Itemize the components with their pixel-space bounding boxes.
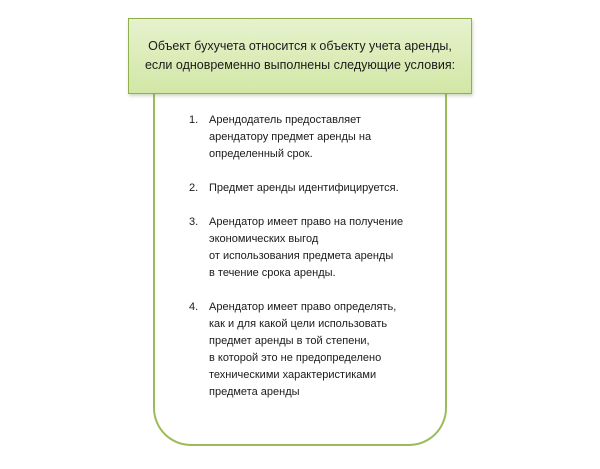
condition-item xyxy=(189,112,429,163)
condition-item xyxy=(189,214,429,282)
condition-number: 3. xyxy=(189,216,199,228)
condition-text: Арендатор имеет право определять, как и для какой цели использовать предмет аренды в той степени, в которой это не предопределено техническими характеристиками предмета аренды xyxy=(209,301,397,398)
condition-text: Арендодатель предоставляет арендатору предмет аренды на определенный срок. xyxy=(209,114,372,160)
condition-number: 1. xyxy=(189,114,199,126)
conditions-list xyxy=(189,100,429,401)
condition-item xyxy=(189,299,429,401)
condition-number: 4. xyxy=(189,301,199,313)
condition-text: Арендатор имеет право на получение экономических выгод от использования предмета аренды в течение срока аренды. xyxy=(209,216,404,279)
header-box xyxy=(128,18,472,94)
header-text: Объект бухучета относится к объекту учета аренды, если одновременно выполнены следующие условия: xyxy=(144,39,456,72)
condition-item xyxy=(189,180,429,197)
condition-number: 2. xyxy=(189,182,199,194)
condition-text: Предмет аренды идентифицируется. xyxy=(209,182,399,194)
